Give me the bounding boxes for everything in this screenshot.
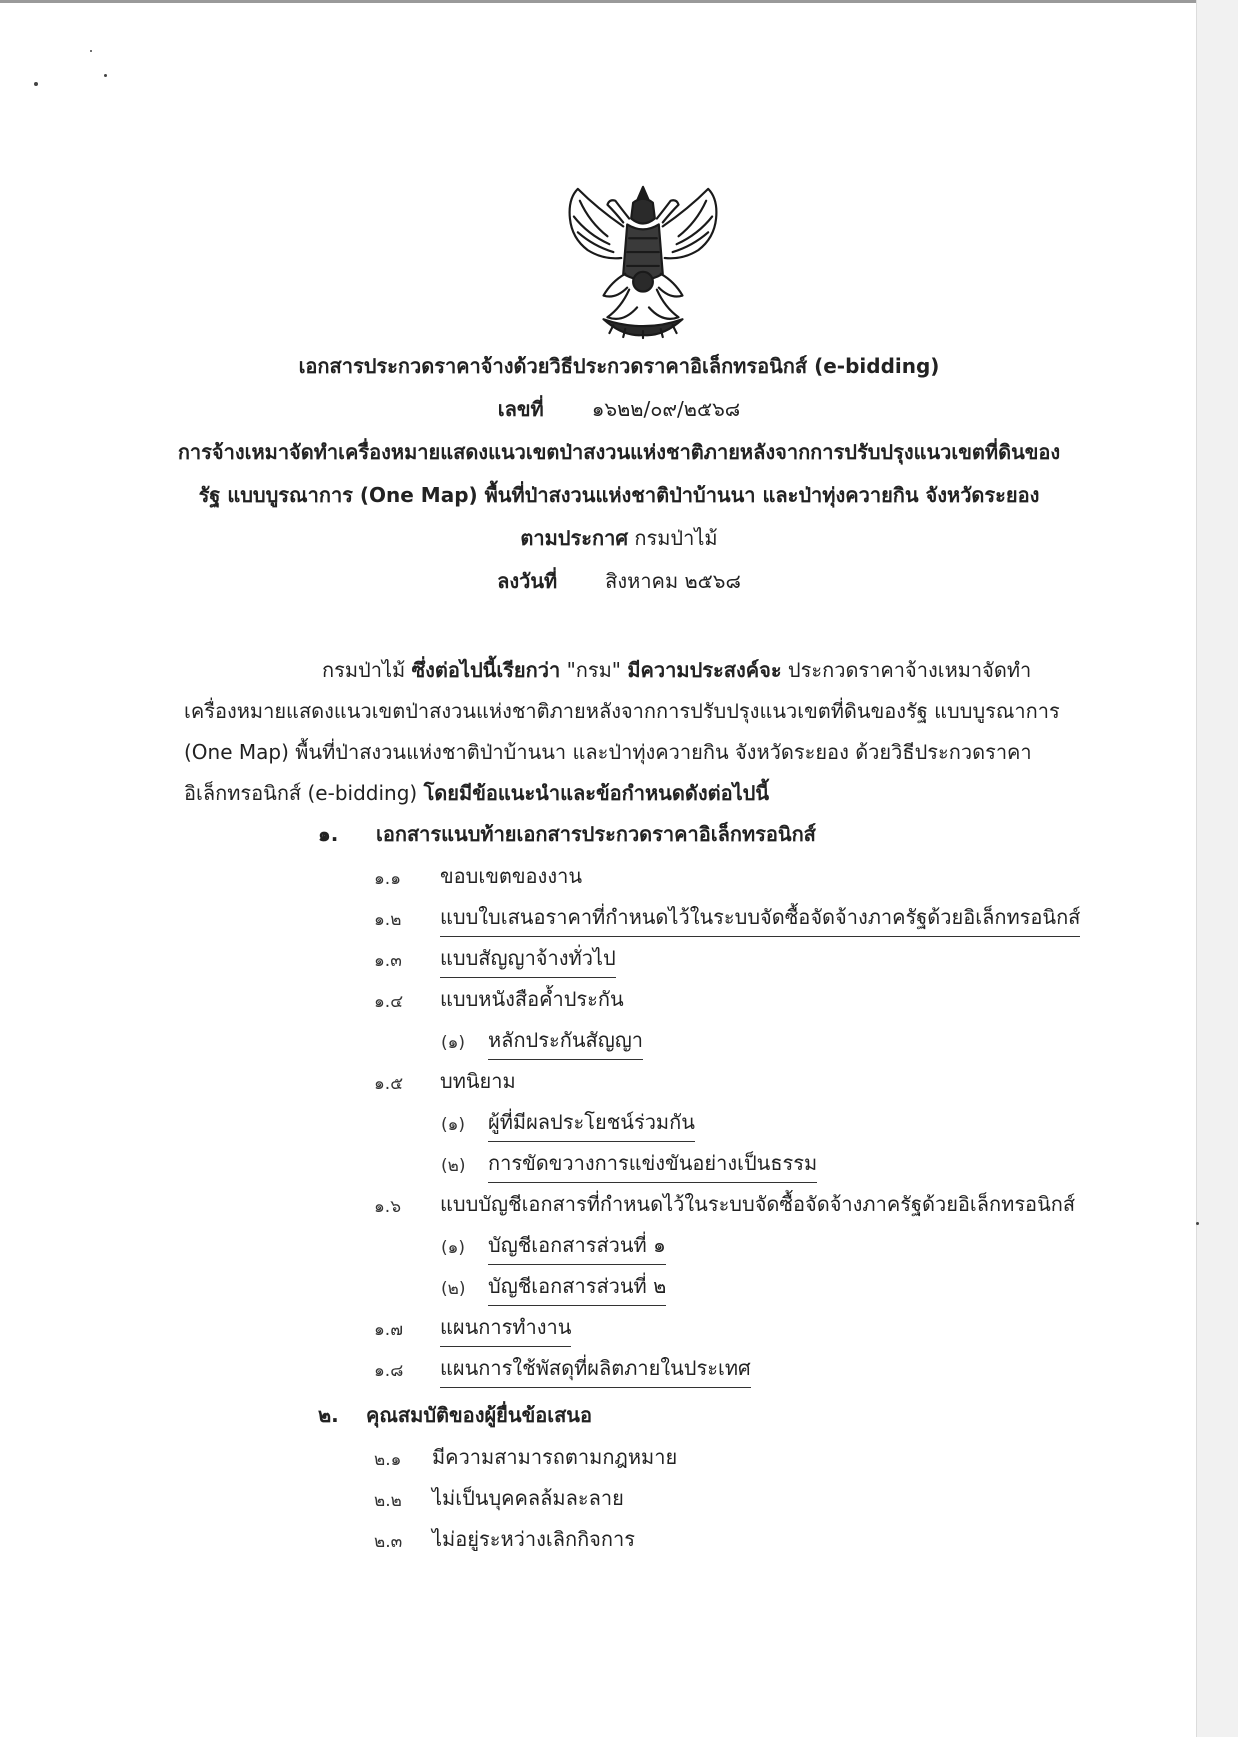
item-2-1-number: ๒.๑: [374, 1450, 402, 1470]
item-2-2-number: ๒.๒: [374, 1491, 402, 1511]
intro-bold-2: มีความประสงค์จะ: [627, 658, 782, 682]
item-1-6-sub-2-text: บัญชีเอกสารส่วนที่ ๒: [488, 1270, 666, 1306]
item-2-3-text: ไม่อยู่ระหว่างเลิกกิจการ: [432, 1527, 635, 1551]
item-1-5-text: บทนิยาม: [440, 1069, 516, 1093]
item-1-4-sub-1-number: (๑): [441, 1033, 466, 1053]
document-number: [0, 393, 1238, 425]
item-1-6-sub-2-number: (๒): [441, 1279, 466, 1299]
item-1-4-sub-1-text: หลักประกันสัญญา: [488, 1024, 643, 1060]
item-1-5-sub-2-text: การขัดขวางการแข่งขันอย่างเป็นธรรม: [488, 1147, 817, 1183]
scan-edge-top: [0, 0, 1238, 3]
item-1-1-number: ๑.๑: [374, 869, 401, 889]
subject-line-2: รัฐ แบบบูรณาการ (One Map) พื้นที่ป่าสงวนแห่งชาติป่าบ้านนา และป่าทุ่งควายกิน จังหวัดระยอง: [198, 483, 1040, 507]
scan-speck: [104, 74, 107, 77]
number-label: เลขที่: [497, 397, 544, 421]
item-1-2-text: แบบใบเสนอราคาที่กำหนดไว้ในระบบจัดซื้อจัดจ้างภาครัฐด้วยอิเล็กทรอนิกส์: [440, 901, 1080, 937]
item-1-6-sub-1-text: บัญชีเอกสารส่วนที่ ๑: [488, 1229, 666, 1265]
scan-speck: [1196, 1222, 1199, 1225]
item-1-6-number: ๑.๖: [374, 1197, 401, 1217]
intro-line-4: [184, 777, 769, 809]
item-1-5-sub-2-number: (๒): [441, 1156, 466, 1176]
scan-speck: [90, 50, 92, 52]
section-1-title: เอกสารแนบท้ายเอกสารประกวดราคาอิเล็กทรอนิกส์: [376, 822, 816, 846]
item-1-8-text: แผนการใช้พัสดุที่ผลิตภายในประเทศ: [440, 1352, 751, 1388]
item-1-5-sub-1-number: (๑): [441, 1115, 466, 1135]
date-label: ลงวันที่: [497, 569, 558, 593]
intro-quoted: "กรม": [566, 658, 621, 682]
intro-line-3: (One Map) พื้นที่ป่าสงวนแห่งชาติป่าบ้านนา และป่าทุ่งควายกิน จังหวัดระยอง ด้วยวิธีประกวดราคา: [184, 740, 1032, 764]
intro-bold-1: ซึ่งต่อไปนี้เรียกว่า: [411, 658, 561, 682]
date-value: สิงหาคม ๒๕๖๘: [605, 569, 741, 593]
item-1-6-sub-1-number: (๑): [441, 1238, 466, 1258]
announce-org: กรมป่าไม้: [634, 526, 718, 550]
item-1-1-text: ขอบเขตของงาน: [440, 864, 582, 888]
item-1-7-number: ๑.๗: [374, 1320, 403, 1340]
item-1-4-number: ๑.๔: [374, 992, 404, 1012]
document-title: เอกสารประกวดราคาจ้างด้วยวิธีประกวดราคาอิเล็กทรอนิกส์ (e-bidding): [298, 354, 940, 378]
intro-line-4-bold: โดยมีข้อแนะนำและข้อกำหนดดังต่อไปนี้: [423, 781, 770, 805]
item-1-2-number: ๑.๒: [374, 910, 402, 930]
garuda-emblem-icon: [564, 178, 722, 340]
section-2-title: คุณสมบัติของผู้ยื่นข้อเสนอ: [366, 1403, 592, 1427]
item-2-3-number: ๒.๓: [374, 1532, 403, 1552]
intro-org: กรมป่าไม้: [322, 658, 406, 682]
number-value: ๑๖๒๒/๐๙/๒๕๖๘: [591, 397, 741, 421]
item-1-3-text: แบบสัญญาจ้างทั่วไป: [440, 942, 616, 978]
subject-line-1: การจ้างเหมาจัดทำเครื่องหมายแสดงแนวเขตป่าสงวนแห่งชาติภายหลังจากการปรับปรุงแนวเขตที่ดินของ: [177, 440, 1061, 464]
document-date: [0, 565, 1238, 597]
item-1-4-text: แบบหนังสือค้ำประกัน: [440, 987, 624, 1011]
item-2-2-text: ไม่เป็นบุคคลล้มละลาย: [432, 1486, 624, 1510]
section-2-number: ๒.: [318, 1403, 339, 1427]
intro-line-4-normal: อิเล็กทรอนิกส์ (e-bidding): [184, 781, 418, 805]
scan-edge-right: [1196, 0, 1238, 1737]
announce-prefix: ตามประกาศ: [520, 526, 629, 550]
item-1-7-text: แผนการทำงาน: [440, 1311, 571, 1347]
section-1-number: ๑.: [318, 822, 339, 846]
item-1-6-text: แบบบัญชีเอกสารที่กำหนดไว้ในระบบจัดซื้อจัดจ้างภาครัฐด้วยอิเล็กทรอนิกส์: [440, 1192, 1076, 1216]
announcement-line: [0, 522, 1238, 554]
item-1-3-number: ๑.๓: [374, 951, 402, 971]
item-1-5-number: ๑.๕: [374, 1074, 404, 1094]
scan-speck: [34, 82, 38, 86]
item-1-8-number: ๑.๘: [374, 1361, 404, 1381]
intro-rest-1: ประกวดราคาจ้างเหมาจัดทำ: [787, 658, 1032, 682]
item-2-1-text: มีความสามารถตามกฎหมาย: [432, 1445, 678, 1469]
intro-line-1: [322, 654, 1031, 686]
intro-line-2: เครื่องหมายแสดงแนวเขตป่าสงวนแห่งชาติภายหลังจากการปรับปรุงแนวเขตที่ดินของรัฐ แบบบูรณาการ: [184, 699, 1060, 723]
item-1-5-sub-1-text: ผู้ที่มีผลประโยชน์ร่วมกัน: [488, 1106, 695, 1142]
